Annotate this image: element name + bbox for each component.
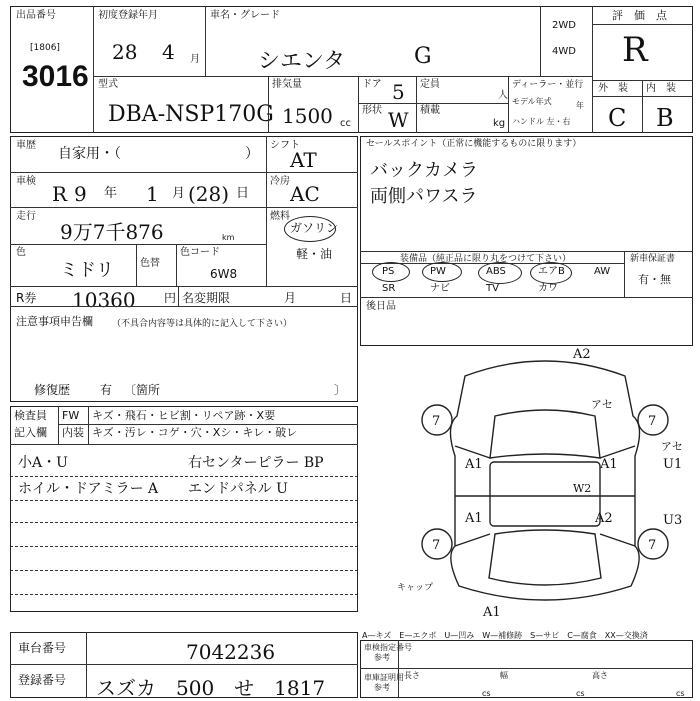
inspection-note-3: ホイル・ドアミラー A bbox=[18, 481, 159, 497]
equip-airbag: エアB bbox=[538, 266, 565, 277]
mark-a1-left: A1 bbox=[465, 457, 483, 472]
fw-items: キズ・飛石・ヒビ割・リペア跡・X要 bbox=[92, 409, 276, 422]
circle-pw bbox=[422, 262, 462, 282]
shift-label: シフト bbox=[270, 140, 300, 151]
width-label: 幅 bbox=[500, 671, 508, 680]
mileage-unit: km bbox=[222, 233, 235, 242]
inspection-month: 1 bbox=[146, 182, 159, 206]
damage-legend: A—キズ E—エクボ U—凹み W—補修跡 S—サビ C—腐食 XX—交換済 bbox=[362, 631, 648, 640]
mark-7-fl: 7 bbox=[432, 414, 441, 429]
recycle-label: R券 bbox=[16, 291, 37, 305]
inspection-day-unit: 日 bbox=[236, 186, 250, 201]
equip-navi: ナビ bbox=[430, 283, 450, 294]
recycle-unit: 円 bbox=[164, 291, 177, 305]
color-label: 色 bbox=[16, 247, 26, 258]
displacement-label: 排気量 bbox=[272, 79, 302, 90]
entry-label: 記入欄 bbox=[14, 426, 47, 439]
fuel-light-oil: 軽・油 bbox=[296, 247, 333, 261]
model-year-label: モデル年式 bbox=[512, 97, 552, 106]
grade: G bbox=[414, 44, 432, 69]
color-code-label: 色コード bbox=[180, 247, 220, 258]
equip-ps: PS bbox=[382, 266, 395, 277]
interior-score: B bbox=[656, 104, 674, 132]
color-change-label: 色替 bbox=[140, 258, 160, 269]
name-change-month: 月 bbox=[284, 291, 297, 305]
capacity-label: 定員 bbox=[420, 79, 440, 90]
equip-sr: SR bbox=[382, 283, 396, 294]
cert-label: 車庫証明用 bbox=[364, 673, 404, 682]
circle-ps bbox=[372, 262, 410, 282]
fuel-gas: ガソリン bbox=[290, 221, 339, 235]
shift-value: AT bbox=[290, 148, 317, 172]
mileage-value: 9万7千876 bbox=[60, 220, 164, 244]
cs-height: cs bbox=[676, 689, 685, 698]
repair-close: 〕 bbox=[334, 383, 347, 397]
shape-label: 形状 bbox=[362, 105, 382, 116]
first-reg-label: 初度登録年月 bbox=[98, 10, 158, 21]
cs-length: cs bbox=[482, 689, 491, 698]
model-year-unit: 年 bbox=[576, 101, 584, 110]
model-label: 型式 bbox=[98, 79, 118, 90]
chassis-label: 車台番号 bbox=[18, 641, 67, 655]
load-label: 積載 bbox=[420, 105, 440, 116]
equip-pw: PW bbox=[430, 266, 446, 277]
inspection-year: 9 bbox=[74, 182, 87, 206]
inspection-label: 車検 bbox=[16, 176, 36, 187]
mark-7-rr: 7 bbox=[648, 538, 657, 553]
inspection-era: R bbox=[52, 182, 68, 206]
mark-u1: U1 bbox=[663, 457, 683, 472]
handle-label: ハンドル 左・右 bbox=[512, 117, 571, 126]
name-change-day: 日 bbox=[340, 291, 353, 305]
exterior-score: C bbox=[608, 104, 627, 132]
name-change-label: 名変期限 bbox=[182, 291, 231, 305]
inspection-note-4: エンドパネル U bbox=[188, 481, 288, 497]
mark-cap: キャップ bbox=[397, 583, 434, 593]
cooler-label: 冷房 bbox=[270, 176, 290, 187]
postfit-label: 後日品 bbox=[366, 301, 396, 312]
repair-location: 〔箇所 bbox=[124, 383, 161, 397]
doors-label: ドア bbox=[362, 79, 382, 90]
first-reg-year: 28 bbox=[112, 40, 138, 64]
repair-value: 有 bbox=[100, 383, 113, 397]
history-label: 車歴 bbox=[16, 140, 36, 151]
interior-label: 内 装 bbox=[646, 83, 676, 94]
equip-aw: AW bbox=[594, 266, 611, 277]
height-label: 高さ bbox=[592, 671, 608, 680]
rear-outline bbox=[489, 530, 601, 585]
equipment-label: 装備品（純正品に限り丸をつけて下さい） bbox=[400, 254, 572, 264]
mark-ase-right: アセ bbox=[661, 440, 683, 453]
displacement-value: 1500 bbox=[282, 104, 333, 128]
mark-a1-bottom: A1 bbox=[483, 605, 501, 620]
inspection-day: (28) bbox=[188, 182, 230, 206]
repair-label: 修復歴 bbox=[34, 383, 71, 397]
mark-ase-top: アセ bbox=[591, 398, 613, 411]
notes-hint: （不具合内容等は具体的に記入して下さい） bbox=[112, 319, 293, 329]
mark-a2-top: A2 bbox=[573, 347, 591, 362]
mark-a1-right: A1 bbox=[600, 457, 618, 472]
sales-point-2: 両側パワスラ bbox=[370, 186, 478, 207]
lot-code: [1806] bbox=[30, 43, 60, 53]
interior-items: キズ・汚レ・コゲ・穴・Xシ・キレ・破レ bbox=[92, 426, 298, 439]
fuel-gas-circle bbox=[284, 216, 339, 242]
specified-label: 車検指定番号 bbox=[364, 643, 412, 652]
model-value: DBA-NSP170G bbox=[108, 102, 274, 127]
exterior-label: 外 装 bbox=[598, 83, 628, 94]
displacement-unit: cc bbox=[340, 118, 351, 129]
dealer-label: ディーラー・並行 bbox=[512, 80, 584, 90]
color-value: ミドリ bbox=[60, 260, 114, 281]
lot-number: 3016 bbox=[22, 60, 89, 93]
cooler-value: AC bbox=[290, 182, 320, 206]
recycle-value: 10360 bbox=[72, 288, 136, 312]
equip-tv: TV bbox=[486, 283, 499, 294]
inspection-year-unit: 年 bbox=[104, 186, 118, 201]
circle-airbag bbox=[530, 262, 572, 284]
load-unit: kg bbox=[493, 118, 506, 129]
name-grade-label: 車名・グレード bbox=[210, 10, 280, 21]
color-code-value: 6W8 bbox=[210, 267, 238, 281]
notes-label: 注意事項申告欄 bbox=[16, 315, 93, 328]
new-warranty-value: 有・無 bbox=[638, 273, 671, 286]
equip-abs: ABS bbox=[486, 266, 506, 277]
sales-label: セールスポイント（正常に機能するものに限ります） bbox=[366, 139, 582, 149]
car-diagram bbox=[395, 346, 695, 624]
reg-value: スズカ 500 せ 1817 bbox=[96, 676, 326, 700]
history-value: 自家用・（ bbox=[58, 146, 121, 162]
drive-4wd: 4WD bbox=[552, 46, 576, 57]
mark-u3: U3 bbox=[663, 513, 683, 528]
fuel-label: 燃料 bbox=[270, 211, 290, 222]
interior-check-label: 内装 bbox=[62, 426, 84, 439]
mark-a1-lower-left: A1 bbox=[465, 511, 483, 526]
mark-w2: W2 bbox=[573, 482, 592, 495]
length-label: 長さ bbox=[404, 671, 420, 680]
drive-2wd: 2WD bbox=[552, 20, 576, 31]
mark-7-rl: 7 bbox=[432, 538, 441, 553]
lot-label: 出品番号 bbox=[16, 10, 56, 21]
eval-label: 評 価 点 bbox=[612, 9, 667, 22]
mileage-label: 走行 bbox=[16, 211, 36, 222]
specified-ref: 参考 bbox=[374, 653, 390, 662]
inspection-month-unit: 月 bbox=[172, 186, 186, 201]
car-name: シエンタ bbox=[258, 49, 346, 74]
cert-ref: 参考 bbox=[374, 683, 390, 692]
first-reg-month: 4 bbox=[162, 40, 175, 64]
circle-abs bbox=[478, 262, 522, 284]
roof-outline bbox=[490, 410, 600, 458]
inspector-label: 検査員 bbox=[14, 409, 47, 422]
history-close: ） bbox=[245, 146, 259, 162]
car-body-outline bbox=[450, 361, 639, 600]
eval-score: R bbox=[622, 30, 648, 70]
doors-value: 5 bbox=[392, 80, 405, 104]
chassis-value: 7042236 bbox=[186, 640, 276, 664]
sales-point-1: バックカメラ bbox=[370, 160, 478, 181]
inspection-note-1: 小A・U bbox=[18, 455, 68, 471]
shape-value: W bbox=[388, 108, 409, 132]
reg-label: 登録番号 bbox=[18, 673, 67, 687]
new-warranty-label: 新車保証書 bbox=[630, 254, 676, 264]
fw-label: FW bbox=[62, 409, 80, 422]
inspection-note-2: 右センターピラー BP bbox=[188, 455, 324, 471]
equip-leather: カワ bbox=[538, 283, 558, 294]
cs-width: cs bbox=[576, 689, 585, 698]
capacity-unit: 人 bbox=[498, 90, 508, 101]
mark-a2-lower-right: A2 bbox=[595, 511, 613, 526]
first-reg-month-unit: 月 bbox=[190, 54, 200, 65]
mark-7-fr: 7 bbox=[648, 414, 657, 429]
